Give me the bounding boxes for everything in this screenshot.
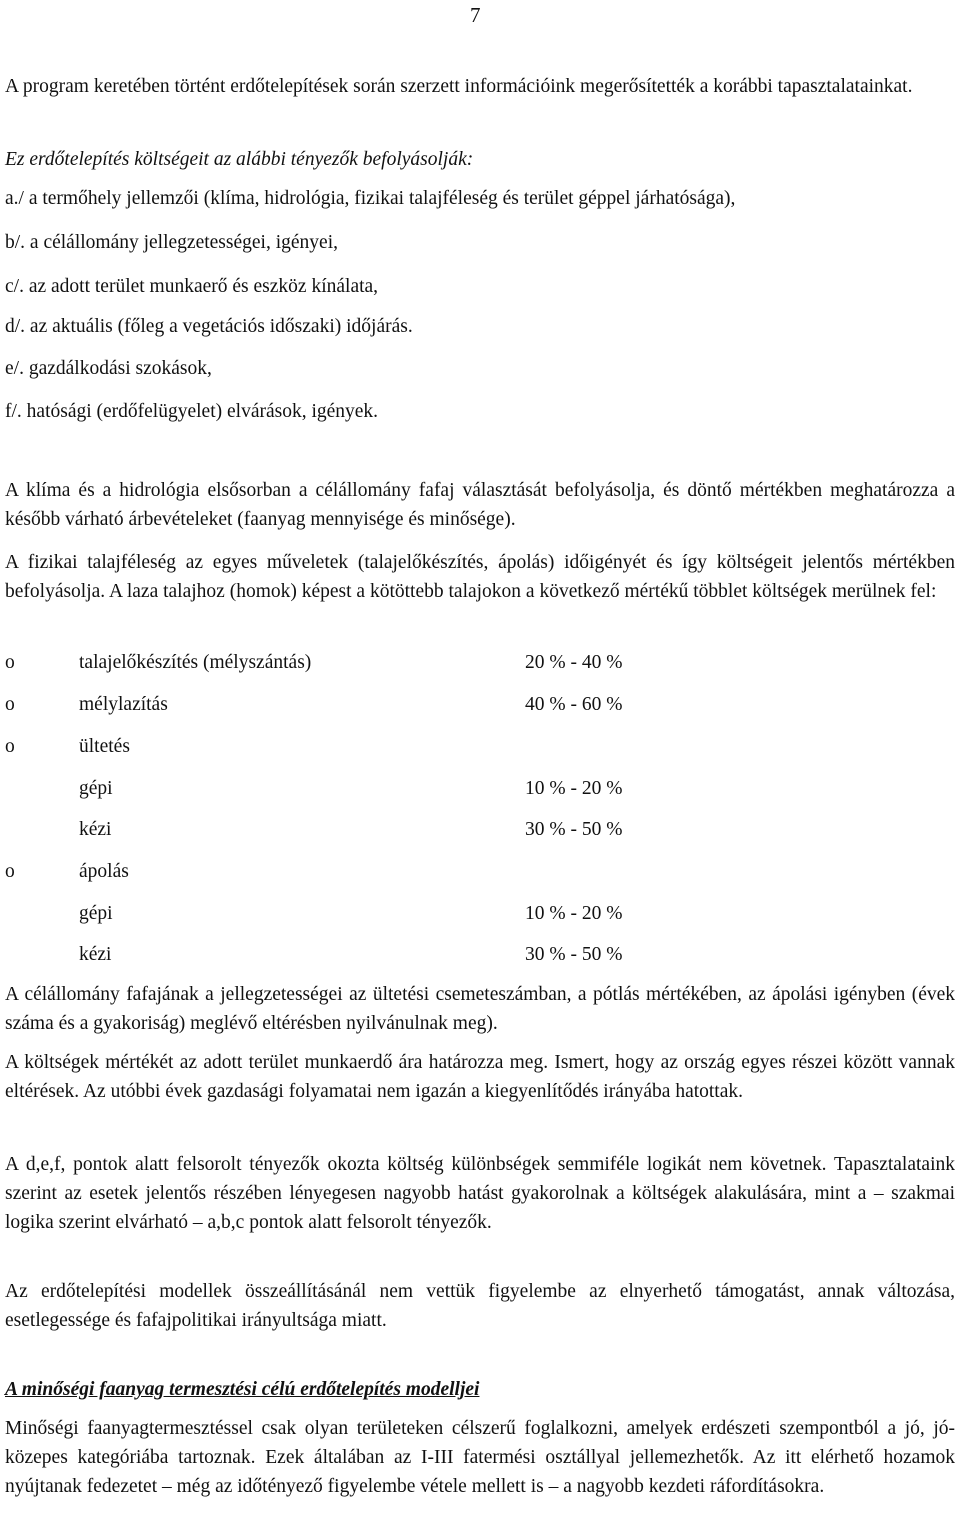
cost-label: talajelőkészítés (mélyszántás): [79, 652, 312, 673]
cost-percent: 10 % - 20 %: [525, 903, 623, 924]
section-heading: A minőségi faanyag termesztési célú erdőtelepítés modelljei: [5, 1379, 480, 1400]
species-paragraph: A célállomány fafajának a jellegzetességei az ültetési csemeteszámban, a pótlás mértékében, az ápolási igényben (évek száma és a gyakoriság) meglévő eltérésben nyilvánulnak meg).: [5, 984, 955, 1034]
cost-label: mélylazítás: [79, 694, 168, 715]
labour-paragraph: A költségek mértékét az adott terület munkaerdő ára határozza meg. Ismert, hogy az ország egyes részei között vannak eltérések. Az utóbbi évek gazdasági folyamatai nem igazán a kiegyenlítődés irányába hatottak.: [5, 1052, 955, 1102]
factor-item-a: a./ a termőhely jellemzői (klíma, hidrológia, fizikai talajféleség és terület géppel járhatósága),: [5, 188, 736, 209]
soil-paragraph: A fizikai talajféleség az egyes műveletek (talajelőkészítés, ápolás) időigényét és így költségeit jelentős mértékben befolyásolja. A laza talajhoz (homok) képest a kötöttebb talajokon a következő mértékű többlet költségek merülnek fel:: [5, 552, 955, 602]
bullet-marker: o: [5, 652, 15, 673]
cost-label: gépi: [79, 903, 113, 924]
bullet-marker: o: [5, 861, 15, 882]
cost-label: gépi: [79, 778, 113, 799]
bullet-marker: o: [5, 736, 15, 757]
cost-table: [5, 648, 955, 968]
factor-item-e: e/. gazdálkodási szokások,: [5, 358, 212, 379]
cost-percent: 30 % - 50 %: [525, 819, 623, 840]
cost-label: kézi: [79, 819, 112, 840]
cost-percent: 40 % - 60 %: [525, 694, 623, 715]
cost-percent: 20 % - 40 %: [525, 652, 623, 673]
cost-label: ültetés: [79, 736, 130, 757]
quality-paragraph: Minőségi faanyagtermesztéssel csak olyan területeken célszerű foglalkozni, amelyek erdészeti szempontból a jó, jó-közepes kategóriába tartoznak. Ezek általában az I-III fatermési osztállyal jellemezhetők. Az itt elérhető hozamok nyújtanak fedezetet – még az időtényező figyelembe vétele mellett is – a nagyobb kezdeti ráfordításokra.: [5, 1418, 955, 1497]
climate-paragraph: A klíma és a hidrológia elsősorban a célállomány fafaj választását befolyásolja, és döntő mértékben meghatározza a később várható árbevételeket (faanyag mennyisége és minősége).: [5, 480, 955, 530]
page-number: 7: [470, 3, 481, 27]
factor-item-c: c/. az adott terület munkaerő és eszköz kínálata,: [5, 276, 379, 297]
def-paragraph: A d,e,f, pontok alatt felsorolt tényezők okozta költség különbségek semmiféle logikát nem követnek. Tapasztalataink szerint az esetek jelentős részében lényegesen nagyobb hatást gyakorolnak a költségek alakulására, mint a – szakmai logika szerint elvárható – a,b,c pontok alatt felsorolt tényezők.: [5, 1154, 955, 1233]
intro-paragraph: A program keretében történt erdőtelepítések során szerzett információink megerősítették a korábbi tapasztalatainkat.: [5, 76, 913, 97]
cost-label: ápolás: [79, 861, 129, 882]
factors-intro: Ez erdőtelepítés költségeit az alábbi tényezők befolyásolják:: [5, 149, 474, 170]
cost-percent: 10 % - 20 %: [525, 778, 623, 799]
model-paragraph: Az erdőtelepítési modellek összeállításánál nem vettük figyelembe az elnyerhető támogatást, annak változása, esetlegessége és fafajpolitikai irányultsága miatt.: [5, 1281, 955, 1331]
factor-item-b: b/. a célállomány jellegzetességei, igényei,: [5, 232, 338, 253]
cost-label: kézi: [79, 944, 112, 965]
bullet-marker: o: [5, 694, 15, 715]
cost-percent: 30 % - 50 %: [525, 944, 623, 965]
factor-item-d: d/. az aktuális (főleg a vegetációs időszaki) időjárás.: [5, 316, 413, 337]
factor-item-f: f/. hatósági (erdőfelügyelet) elvárások, igények.: [5, 401, 379, 422]
